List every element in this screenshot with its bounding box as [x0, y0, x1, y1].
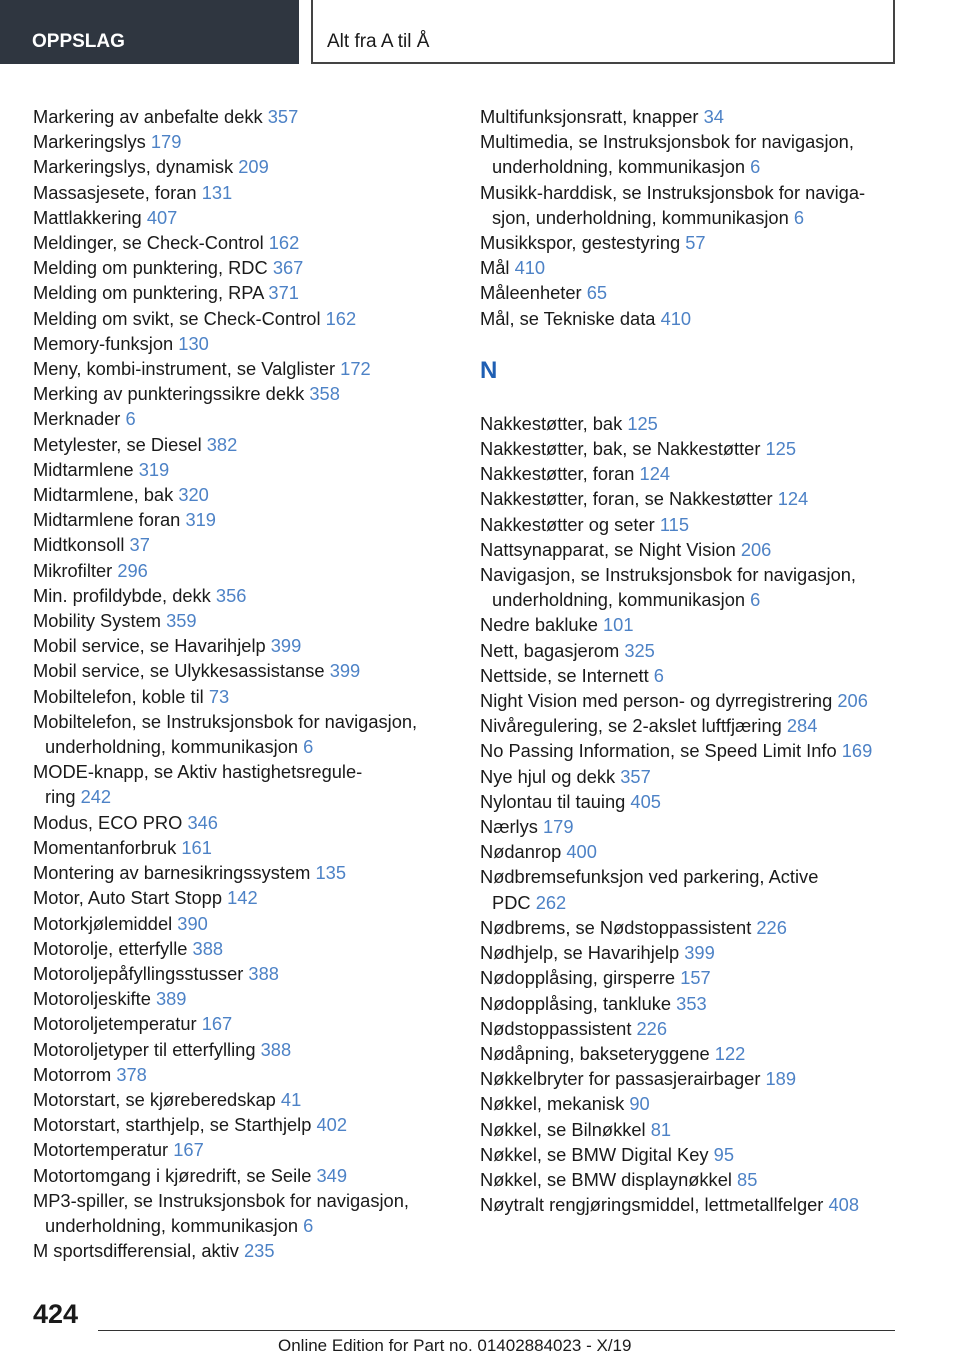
page-link[interactable]: 206: [837, 690, 868, 712]
index-entry: [33, 1037, 453, 1062]
index-entry: [480, 713, 920, 738]
page-link[interactable]: 367: [272, 257, 304, 279]
entry-text: Musikk-harddisk, se Instruksjonsbok for naviga-: [480, 181, 866, 203]
entry-text: Nøkkel, se BMW displaynøkkel: [480, 1168, 732, 1190]
page-link[interactable]: 349: [316, 1164, 347, 1186]
chapter-title: Alt fra A til Å: [327, 31, 430, 52]
index-entry: [480, 864, 920, 914]
page-link[interactable]: 356: [215, 584, 247, 606]
chapter-header: [311, 0, 895, 64]
index-entry: [33, 306, 453, 331]
index-entry: [480, 1016, 920, 1041]
index-entry: [33, 835, 453, 860]
entry-text: Nødopplåsing, tankluke: [480, 992, 672, 1014]
entry-text: Min. profildybde, dekk: [33, 584, 211, 606]
entry-text: Motorstart, starthjelp, se Starthjelp: [33, 1114, 312, 1136]
page-link[interactable]: 169: [841, 740, 873, 762]
page-link[interactable]: 284: [786, 715, 818, 737]
index-entry: [33, 583, 453, 608]
index-entry: [33, 507, 453, 532]
index-entry: [33, 558, 453, 583]
page-link[interactable]: 402: [316, 1114, 348, 1136]
entry-text: Nøkkel, mekanisk: [480, 1093, 625, 1115]
entry-text: Nøkkelbryter for passasjerairbager: [480, 1068, 761, 1090]
entry-text: Nødopplåsing, girsperre: [480, 967, 676, 989]
index-entry: [480, 1192, 920, 1217]
index-entry: [33, 457, 453, 482]
entry-text: Midtarmlene: [33, 458, 134, 480]
entry-text: Nedre bakluke: [480, 614, 598, 636]
index-entry: [33, 280, 453, 305]
index-entry: [33, 381, 453, 406]
index-entry: [480, 255, 920, 280]
page-link[interactable]: 388: [260, 1038, 292, 1060]
entry-text: Multifunksjonsratt, knapper: [480, 106, 699, 127]
entry-text: Nøytralt rengjøringsmiddel, lettmetallfelger: [480, 1194, 824, 1216]
entry-text: MODE-knapp, se Aktiv hastighetsregule-: [33, 761, 363, 783]
entry-text: Midtkonsoll: [33, 534, 125, 556]
index-entry: [33, 129, 453, 154]
page-link[interactable]: 157: [680, 967, 711, 989]
page-link[interactable]: 130: [178, 332, 209, 354]
entry-text: MP3-spiller, se Instruksjonsbok for navigasjon,: [33, 1189, 409, 1211]
page-link[interactable]: 296: [117, 559, 148, 581]
entry-text: Nakkestøtter, foran, se Nakkestøtter: [480, 488, 773, 510]
entry-text: Mobil service, se Havarihjelp: [33, 635, 266, 657]
index-entry: [33, 810, 453, 835]
index-entry: [33, 230, 453, 255]
page-link[interactable]: 405: [630, 790, 661, 812]
entry-text: Nettside, se Internett: [480, 664, 649, 686]
page-link[interactable]: 371: [268, 282, 299, 304]
index-entry: [480, 1041, 920, 1066]
index-entry: [480, 1167, 920, 1192]
index-entry: [33, 1011, 453, 1036]
index-entry: [33, 1163, 453, 1188]
page-link[interactable]: 388: [248, 962, 279, 984]
index-column-left: [33, 104, 453, 1263]
index-entry: [480, 1142, 920, 1167]
entry-continuation: [480, 154, 920, 179]
entry-text: Markeringslys: [33, 131, 146, 153]
page-link[interactable]: 101: [602, 614, 634, 636]
entry-text: Nødbrems, se Nødstoppassistent: [480, 916, 752, 938]
page-link[interactable]: 235: [244, 1240, 275, 1262]
index-entry: [33, 759, 453, 809]
entry-text: Nye hjul og dekk: [480, 765, 616, 787]
index-entry: [33, 911, 453, 936]
entry-text: Nøkkel, se BMW Digital Key: [480, 1143, 709, 1165]
entry-text: Mobiltelefon, koble til: [33, 685, 204, 707]
page-link[interactable]: 226: [756, 916, 787, 938]
entry-text: Motorstart, se kjøreberedskap: [33, 1088, 276, 1110]
entry-text: Nøkkel, se Bilnøkkel: [480, 1118, 646, 1140]
entry-text: Motoroljepåfyllingsstusser: [33, 962, 244, 984]
page-link[interactable]: 179: [150, 131, 182, 153]
entry-text: Markering av anbefalte dekk: [33, 106, 263, 127]
entry-text: Mattlakkering: [33, 206, 142, 228]
index-entry: [480, 1091, 920, 1116]
index-entry: [33, 1137, 453, 1162]
index-entry: [33, 532, 453, 557]
index-entry: [480, 789, 920, 814]
entry-text: Modus, ECO PRO: [33, 811, 183, 833]
index-entry: [33, 205, 453, 230]
page-link[interactable]: 346: [187, 811, 218, 833]
page-link[interactable]: 399: [329, 660, 361, 682]
index-entry: [480, 230, 920, 255]
page-link[interactable]: 320: [178, 484, 209, 506]
entry-text: Nylontau til tauing: [480, 790, 626, 812]
page-link[interactable]: 81: [650, 1118, 672, 1140]
page-link[interactable]: 359: [166, 610, 197, 632]
entry-text: Merknader: [33, 408, 121, 430]
page-link[interactable]: 124: [777, 488, 809, 510]
page-link[interactable]: 122: [714, 1042, 746, 1064]
entry-continuation-text: underholdning, kommunikasjon: [492, 156, 746, 178]
page-link[interactable]: 410: [514, 257, 546, 279]
index-group-n: [480, 411, 920, 1218]
entry-text: Nødhjelp, se Havarihjelp: [480, 942, 680, 964]
index-entry: [33, 709, 453, 759]
page-link[interactable]: 6: [793, 206, 805, 228]
page-link[interactable]: 124: [639, 463, 671, 485]
index-entry: [480, 991, 920, 1016]
entry-text: Mobiltelefon, se Instruksjonsbok for navigasjon,: [33, 710, 418, 732]
index-entry: [480, 280, 920, 305]
index-entry: [480, 486, 920, 511]
page-link[interactable]: 6: [303, 736, 314, 758]
index-entry: [33, 608, 453, 633]
entry-text: Nakkestøtter og seter: [480, 513, 655, 535]
index-entry: [33, 432, 453, 457]
entry-text: Nakkestøtter, bak: [480, 412, 623, 434]
entry-text: Mål: [480, 257, 510, 279]
index-entry: [480, 562, 920, 612]
entry-text: Musikkspor, gestestyring: [480, 232, 681, 254]
page-link[interactable]: 382: [206, 433, 238, 455]
entry-continuation: [480, 890, 920, 915]
index-entry: [33, 1238, 453, 1263]
entry-text: Markeringslys, dynamisk: [33, 156, 234, 178]
entry-continuation: [33, 784, 453, 809]
index-entry: [33, 154, 453, 179]
index-entry: [480, 1117, 920, 1142]
section-tab: [0, 0, 299, 64]
entry-text: Måleenheter: [480, 282, 582, 304]
index-entry: [480, 738, 920, 763]
entry-text: No Passing Information, se Speed Limit Info: [480, 740, 837, 762]
entry-text: Mobility System: [33, 610, 161, 632]
page-link[interactable]: 179: [542, 816, 574, 838]
index-entry: [33, 684, 453, 709]
page-link[interactable]: 209: [238, 156, 269, 178]
entry-text: Memory-funksjon: [33, 332, 174, 354]
entry-text: Melding om punktering, RPA: [33, 282, 264, 304]
entry-text: Navigasjon, se Instruksjonsbok for navigasjon,: [480, 564, 856, 586]
page-link[interactable]: 34: [703, 106, 724, 127]
entry-continuation-text: underholdning, kommunikasjon: [45, 1214, 299, 1236]
index-entry: [480, 940, 920, 965]
page-link[interactable]: 162: [268, 232, 300, 254]
page-link[interactable]: 189: [765, 1068, 797, 1090]
entry-text: Motoroljeskifte: [33, 988, 151, 1010]
page-link[interactable]: 6: [750, 156, 761, 178]
page-link[interactable]: 90: [629, 1093, 650, 1115]
entry-continuation: [480, 587, 920, 612]
entry-continuation: [480, 205, 920, 230]
index-entry: [33, 482, 453, 507]
entry-text: Mobil service, se Ulykkesassistanse: [33, 660, 325, 682]
entry-continuation-text: ring: [45, 786, 76, 808]
index-entry: [480, 180, 920, 230]
section-title: OPPSLAG: [32, 31, 125, 52]
index-letter-heading: N: [480, 356, 498, 384]
entry-continuation-text: underholdning, kommunikasjon: [492, 589, 746, 611]
index-entry: [33, 936, 453, 961]
entry-text: Nett, bagasjerom: [480, 639, 620, 661]
entry-text: Night Vision med person- og dyrregistrering: [480, 690, 833, 712]
entry-continuation-text: underholdning, kommunikasjon: [45, 736, 299, 758]
page-link[interactable]: 6: [125, 408, 136, 430]
index-entry: [480, 129, 920, 179]
index-entry: [33, 255, 453, 280]
entry-continuation-text: sjon, underholdning, kommunikasjon: [492, 206, 789, 228]
index-entry: [33, 1087, 453, 1112]
page-link[interactable]: 6: [303, 1214, 314, 1236]
index-entry: [33, 331, 453, 356]
index-entry: [480, 688, 920, 713]
index-entry: [33, 356, 453, 381]
index-entry: [480, 915, 920, 940]
page-link[interactable]: 389: [155, 988, 187, 1010]
page-link[interactable]: 325: [624, 639, 655, 661]
page-link[interactable]: 131: [201, 181, 233, 203]
index-entry: [33, 406, 453, 431]
page-link[interactable]: 37: [129, 534, 150, 556]
index-entry: [33, 633, 453, 658]
entry-text: Meldinger, se Check-Control: [33, 232, 264, 254]
index-entry: [480, 1066, 920, 1091]
entry-text: Montering av barnesikringssystem: [33, 862, 311, 884]
page-link[interactable]: 408: [828, 1194, 860, 1216]
entry-text: Motorkjølemiddel: [33, 912, 173, 934]
entry-text: Motorolje, etterfylle: [33, 937, 188, 959]
index-entry: [33, 885, 453, 910]
index-entry: [33, 1062, 453, 1087]
index-entry: [480, 965, 920, 990]
page-link[interactable]: 57: [685, 232, 706, 254]
entry-text: Nivåregulering, se 2-akslet luftfjæring: [480, 715, 782, 737]
footer-divider: [98, 1330, 895, 1331]
entry-text: Motoroljetyper til etterfylling: [33, 1038, 256, 1060]
page-link[interactable]: 399: [684, 942, 715, 964]
entry-text: Midtarmlene foran: [33, 509, 181, 531]
page-link[interactable]: 319: [138, 458, 170, 480]
index-entry: [33, 961, 453, 986]
index-entry: [33, 658, 453, 683]
index-entry: [480, 638, 920, 663]
page-link[interactable]: 167: [173, 1139, 204, 1161]
page-link[interactable]: 206: [740, 538, 772, 560]
entry-text: M sportsdifferensial, aktiv: [33, 1240, 239, 1262]
entry-text: Nødbremsefunksjon ved parkering, Active: [480, 866, 819, 888]
index-entry: [480, 814, 920, 839]
page-link[interactable]: 378: [116, 1063, 147, 1085]
entry-text: Motortomgang i kjøredrift, se Seile: [33, 1164, 312, 1186]
entry-text: Nakkestøtter, bak, se Nakkestøtter: [480, 438, 761, 460]
index-entry: [33, 1188, 453, 1238]
page-link[interactable]: 6: [653, 664, 664, 686]
entry-text: Nærlys: [480, 816, 538, 838]
page-link[interactable]: 319: [185, 509, 216, 531]
index-entry: [480, 612, 920, 637]
entry-continuation: [33, 734, 453, 759]
page-link[interactable]: 95: [713, 1143, 734, 1165]
page-link[interactable]: 407: [146, 206, 178, 228]
entry-text: Metylester, se Diesel: [33, 433, 202, 455]
index-entry: [480, 306, 920, 331]
page-link[interactable]: 262: [535, 891, 567, 913]
index-entry: [33, 1112, 453, 1137]
index-entry: [33, 860, 453, 885]
index-entry: [480, 764, 920, 789]
page-link[interactable]: 357: [620, 765, 651, 787]
page-link[interactable]: 172: [340, 358, 371, 380]
page-link[interactable]: 65: [586, 282, 608, 304]
page-number: 424: [33, 1299, 79, 1329]
page-link[interactable]: 161: [181, 836, 212, 858]
entry-text: Meny, kombi-instrument, se Valglister: [33, 358, 336, 380]
page-link[interactable]: 125: [627, 412, 658, 434]
page-link[interactable]: 400: [566, 841, 597, 863]
entry-text: Nødåpning, bakseteryggene: [480, 1042, 710, 1064]
page-link[interactable]: 115: [659, 513, 690, 535]
page-link[interactable]: 142: [227, 887, 258, 909]
index-entry: [480, 461, 920, 486]
entry-text: Motorrom: [33, 1063, 112, 1085]
entry-continuation-text: PDC: [492, 891, 531, 913]
page-link[interactable]: 41: [280, 1088, 302, 1110]
index-entry: [480, 537, 920, 562]
entry-text: Nødanrop: [480, 841, 562, 863]
entry-text: Motoroljetemperatur: [33, 1013, 197, 1035]
entry-text: Nakkestøtter, foran: [480, 463, 635, 485]
entry-text: Massasjesete, foran: [33, 181, 197, 203]
entry-continuation: [33, 1213, 453, 1238]
edition-note: Online Edition for Part no. 01402884023 - X/19: [278, 1336, 632, 1355]
page-link[interactable]: 242: [80, 786, 112, 808]
page-link[interactable]: 358: [309, 383, 340, 405]
index-entry: [480, 839, 920, 864]
index-entry: [480, 411, 920, 436]
entry-text: Midtarmlene, bak: [33, 484, 174, 506]
entry-text: Multimedia, se Instruksjonsbok for navigasjon,: [480, 131, 854, 153]
page-link[interactable]: 73: [208, 685, 230, 707]
page-link[interactable]: 388: [192, 937, 224, 959]
page-link[interactable]: 135: [315, 862, 346, 884]
index-entry: [33, 986, 453, 1011]
page-link[interactable]: 399: [270, 635, 302, 657]
page-link[interactable]: 353: [676, 992, 707, 1014]
index-entry: [480, 512, 920, 537]
index-entry: [33, 180, 453, 205]
index-entry: [33, 104, 453, 129]
page-link[interactable]: 357: [267, 106, 299, 127]
index-entry: [480, 663, 920, 688]
page-link[interactable]: 162: [325, 307, 357, 329]
entry-text: Nattsynapparat, se Night Vision: [480, 538, 736, 560]
page-link[interactable]: 410: [660, 307, 692, 329]
page-link[interactable]: 226: [636, 1017, 668, 1039]
page-link[interactable]: 85: [737, 1168, 758, 1190]
index-group-m: [480, 104, 920, 331]
page-link[interactable]: 6: [750, 589, 761, 611]
page-link[interactable]: 390: [177, 912, 208, 934]
entry-text: Melding om svikt, se Check-Control: [33, 307, 321, 329]
entry-text: Motortemperatur: [33, 1139, 169, 1161]
index-entry: [480, 436, 920, 461]
entry-text: Mål, se Tekniske data: [480, 307, 656, 329]
entry-text: Mikrofilter: [33, 559, 113, 581]
entry-text: Nødstoppassistent: [480, 1017, 632, 1039]
entry-text: Motor, Auto Start Stopp: [33, 887, 223, 909]
index-column-right: [480, 104, 920, 1217]
entry-text: Momentanforbruk: [33, 836, 177, 858]
page-link[interactable]: 167: [201, 1013, 233, 1035]
page-link[interactable]: 125: [765, 438, 797, 460]
index-entry: [480, 104, 920, 129]
entry-text: Merking av punkteringssikre dekk: [33, 383, 305, 405]
entry-text: Melding om punktering, RDC: [33, 257, 268, 279]
